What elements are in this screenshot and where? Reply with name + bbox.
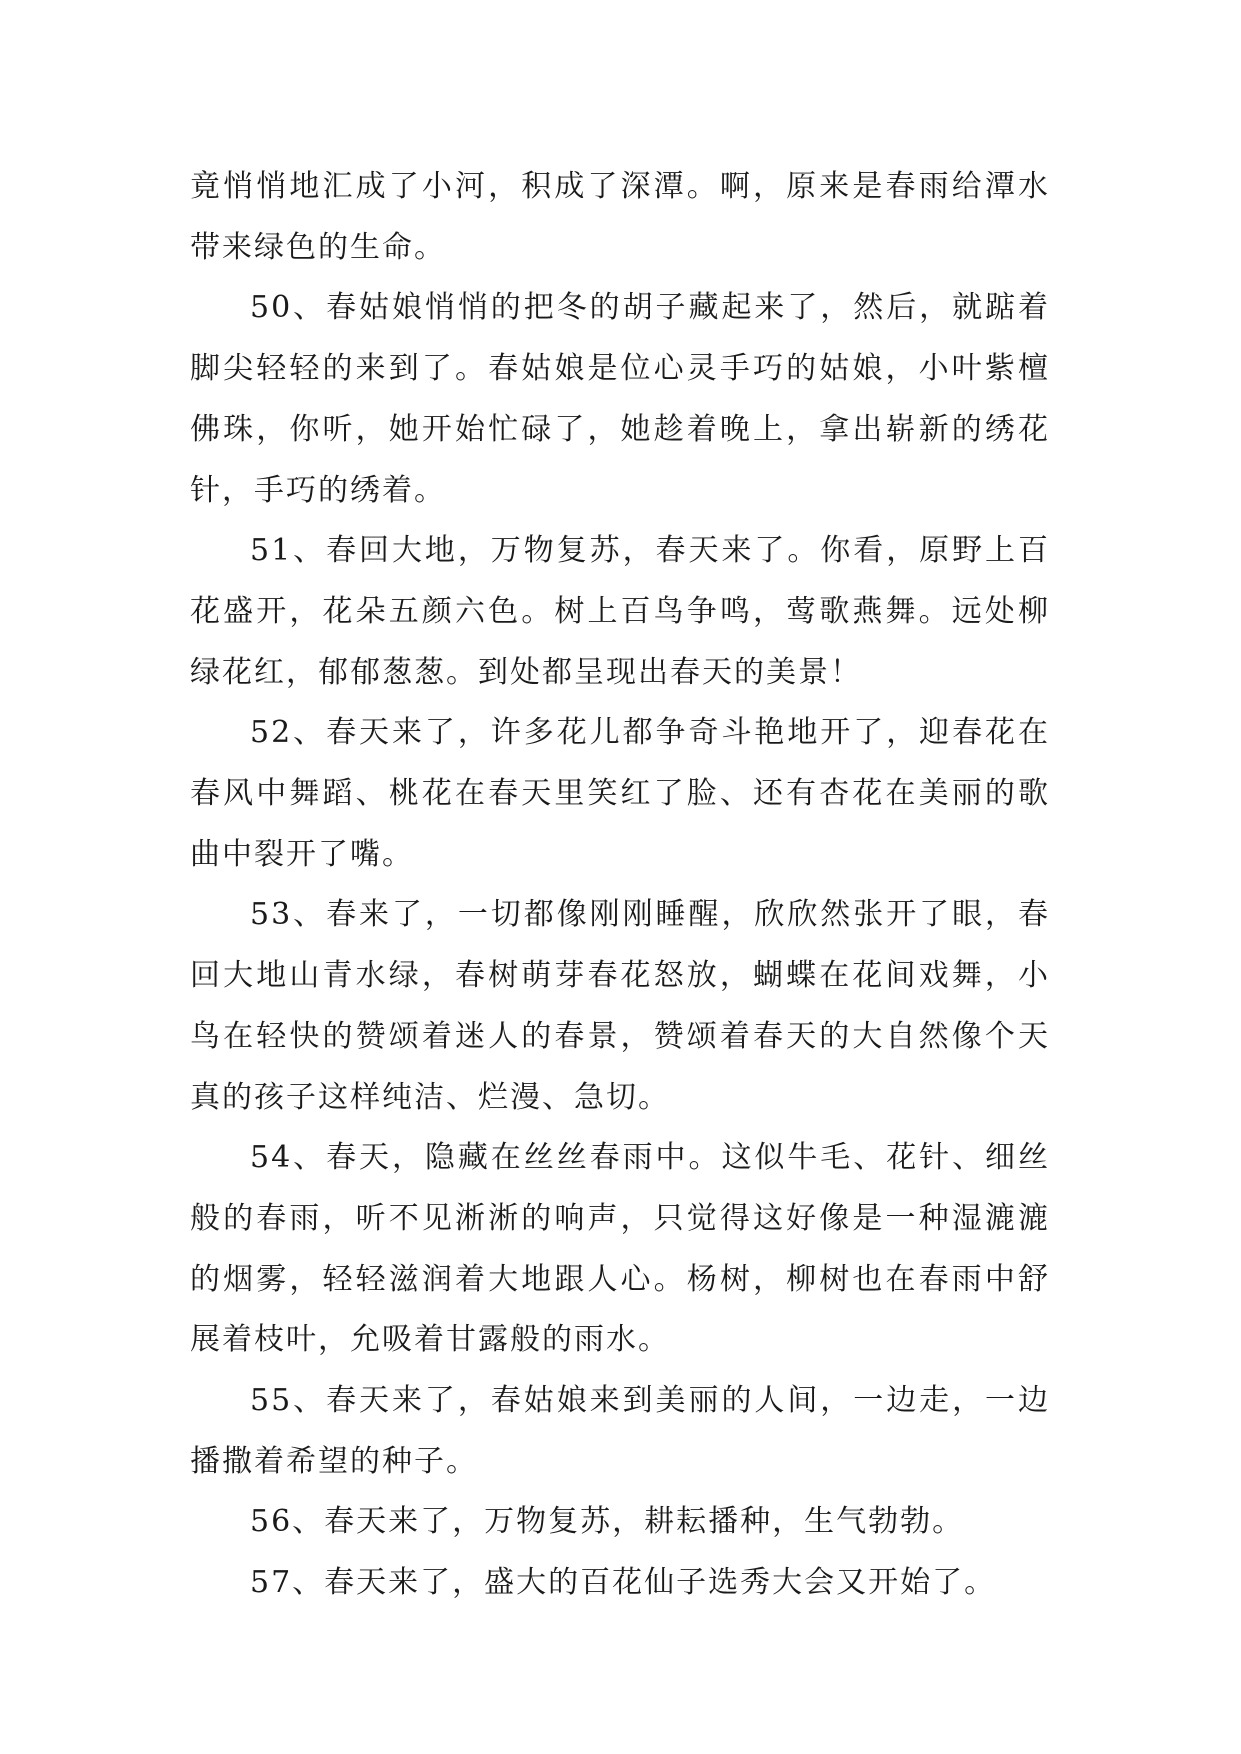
- paragraph-53: 53、春来了，一切都像刚刚睡醒，欣欣然张开了眼，春回大地山青水绿，春树萌芽春花怒放，蝴蝶在花间戏舞，小鸟在轻快的赞颂着迷人的春景，赞颂着春天的大自然像个天真的孩子这样纯洁、烂漫、急切。: [190, 897, 1050, 1115]
- paragraph-continued: 竟悄悄地汇成了小河，积成了深潭。啊，原来是春雨给潭水带来绿色的生命。: [190, 169, 1050, 265]
- document-page: [190, 157, 1050, 1614]
- paragraph-51: 51、春回大地，万物复苏，春天来了。你看，原野上百花盛开，花朵五颜六色。树上百鸟争鸣，莺歌燕舞。远处柳绿花红，郁郁葱葱。到处都呈现出春天的美景！: [190, 533, 1050, 690]
- paragraph-57: 57、春天来了，盛大的百花仙子选秀大会又开始了。: [250, 1565, 997, 1601]
- paragraph-50: 50、春姑娘悄悄的把冬的胡子藏起来了，然后，就踮着脚尖轻轻的来到了。春姑娘是位心灵手巧的姑娘，小叶紫檀佛珠，你听，她开始忙碌了，她趁着晚上，拿出崭新的绣花针，手巧的绣着。: [190, 290, 1050, 508]
- paragraph-55: 55、春天来了，春姑娘来到美丽的人间，一边走，一边播撒着希望的种子。: [190, 1383, 1050, 1479]
- paragraph-52: 52、春天来了，许多花儿都争奇斗艳地开了，迎春花在春风中舞蹈、桃花在春天里笑红了脸、还有杏花在美丽的歌曲中裂开了嘴。: [190, 715, 1050, 872]
- paragraph-54: 54、春天，隐藏在丝丝春雨中。这似牛毛、花针、细丝般的春雨，听不见淅淅的响声，只觉得这好像是一种湿漉漉的烟雾，轻轻滋润着大地跟人心。杨树，柳树也在春雨中舒展着枝叶，允吸着甘露般的雨水。: [190, 1140, 1050, 1358]
- paragraph-56: 56、春天来了，万物复苏，耕耘播种，生气勃勃。: [250, 1504, 965, 1540]
